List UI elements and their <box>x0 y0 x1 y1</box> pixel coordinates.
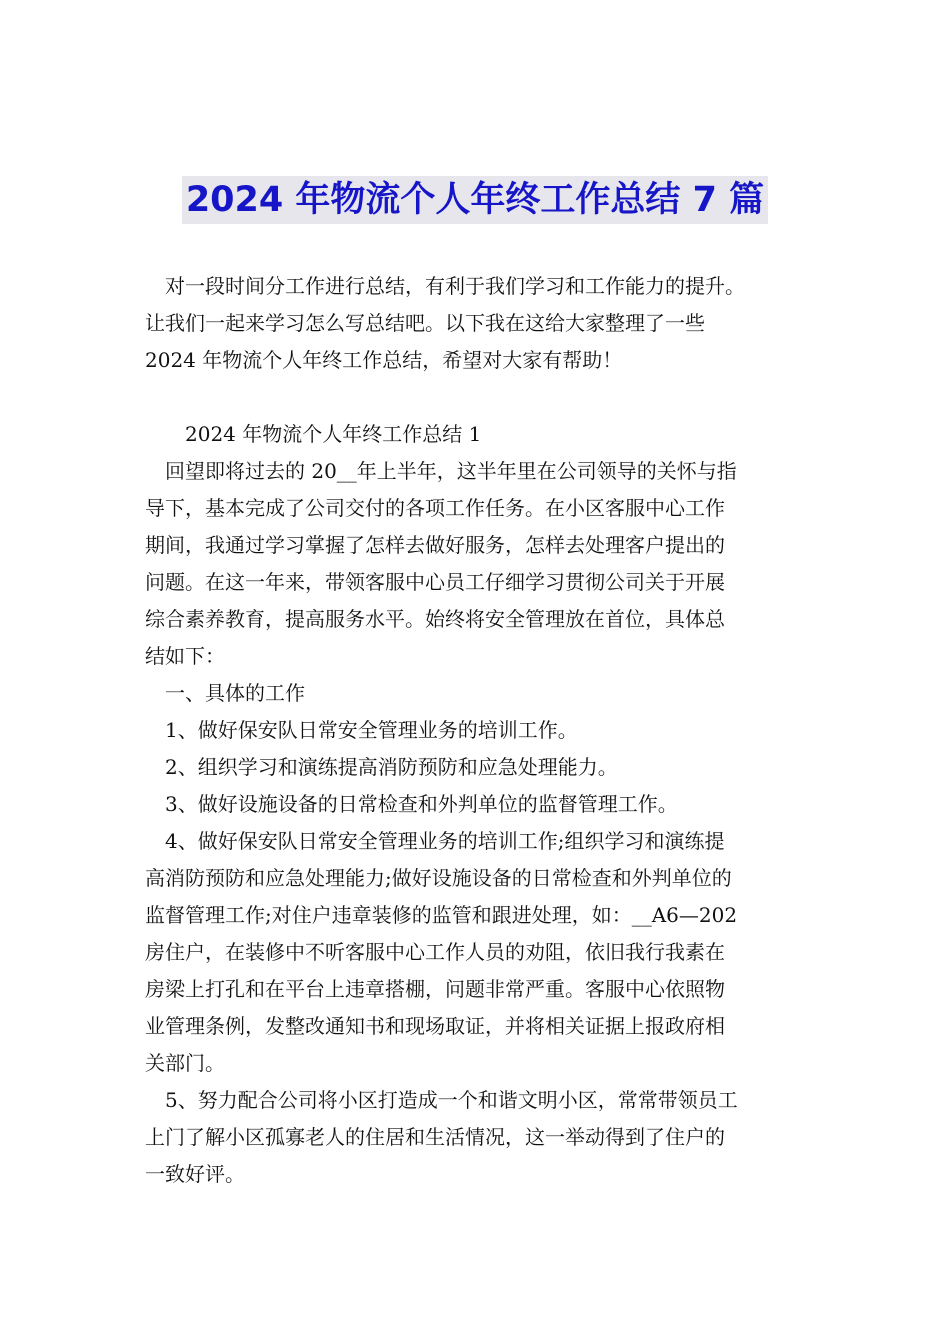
list-item: 4、做好保安队日常安全管理业务的培训工作;组织学习和演练提 <box>145 829 725 853</box>
body-line: 综合素养教育，提高服务水平。始终将安全管理放在首位，具体总 <box>145 607 725 631</box>
body-line: 业管理条例，发整改通知书和现场取证，并将相关证据上报政府相 <box>145 1014 725 1038</box>
section-heading: 2024 年物流个人年终工作总结 1 <box>145 422 482 446</box>
body-line: 期间，我通过学习掌握了怎样去做好服务，怎样去处理客户提出的 <box>145 533 725 557</box>
body-line: 监督管理工作;对住户违章装修的监管和跟进处理，如：__A6—202 <box>145 903 738 927</box>
document-body <box>145 268 815 1193</box>
intro-line: 对一段时间分工作进行总结，有利于我们学习和工作能力的提升。 <box>145 274 745 298</box>
list-item: 5、努力配合公司将小区打造成一个和谐文明小区，常常带领员工 <box>145 1088 738 1112</box>
body-line: 导下，基本完成了公司交付的各项工作任务。在小区客服中心工作 <box>145 496 725 520</box>
intro-line: 2024 年物流个人年终工作总结，希望对大家有帮助！ <box>145 348 623 372</box>
list-item: 2、组织学习和演练提高消防预防和应急处理能力。 <box>145 755 618 779</box>
body-line: 回望即将过去的 20__年上半年，这半年里在公司领导的关怀与指 <box>145 459 737 483</box>
paragraph-spacer <box>145 379 815 416</box>
body-line: 房住户，在装修中不听客服中心工作人员的劝阻，依旧我行我素在 <box>145 940 725 964</box>
body-line: 高消防预防和应急处理能力;做好设施设备的日常检查和外判单位的 <box>145 866 732 890</box>
list-item: 1、做好保安队日常安全管理业务的培训工作。 <box>145 718 578 742</box>
subsection-heading: 一、具体的工作 <box>145 681 305 705</box>
body-line: 上门了解小区孤寡老人的住居和生活情况，这一举动得到了住户的 <box>145 1125 725 1149</box>
title-container <box>0 176 950 224</box>
intro-line: 让我们一起来学习怎么写总结吧。以下我在这给大家整理了一些 <box>145 311 705 335</box>
body-line: 一致好评。 <box>145 1162 245 1186</box>
body-line: 关部门。 <box>145 1051 225 1075</box>
document-title: 2024 年物流个人年终工作总结 7 篇 <box>182 176 768 224</box>
list-item: 3、做好设施设备的日常检查和外判单位的监督管理工作。 <box>145 792 678 816</box>
body-line: 问题。在这一年来，带领客服中心员工仔细学习贯彻公司关于开展 <box>145 570 725 594</box>
body-line: 结如下： <box>145 644 225 668</box>
body-line: 房梁上打孔和在平台上违章搭棚，问题非常严重。客服中心依照物 <box>145 977 725 1001</box>
